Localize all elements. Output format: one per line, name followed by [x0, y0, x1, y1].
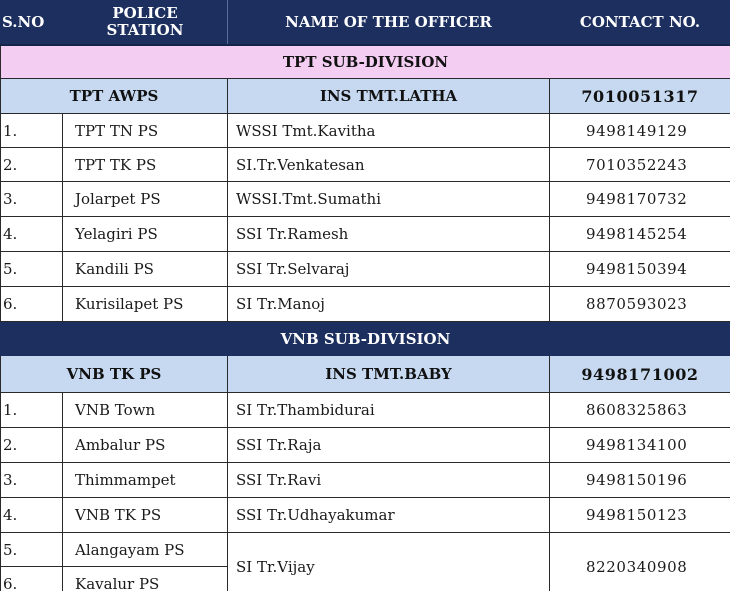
row-contact-number: 9498149129: [550, 114, 730, 148]
subdivision-title: VNB SUB-DIVISION: [1, 322, 730, 356]
header-contact-no: CONTACT NO.: [550, 1, 730, 45]
table-row: [1, 287, 730, 322]
row-police-station: Alangayam PS: [63, 533, 228, 567]
row-sno: 5.: [1, 252, 63, 287]
row-sno: 6.: [1, 287, 63, 322]
header-sno: S.NO: [1, 1, 63, 45]
table-row: [1, 182, 730, 217]
row-police-station: TPT TN PS: [63, 114, 228, 148]
row-contact-number: 7010352243: [550, 148, 730, 182]
row-contact-number: 8608325863: [550, 393, 730, 428]
table-row: [1, 428, 730, 463]
row-police-station: Jolarpet PS: [63, 182, 228, 217]
row-police-station: Yelagiri PS: [63, 217, 228, 252]
row-sno: 1.: [1, 114, 63, 148]
row-officer-name: WSSI.Tmt.Sumathi: [228, 182, 550, 217]
header-police-station-line2: STATION: [106, 21, 184, 40]
row-police-station: VNB Town: [63, 393, 228, 428]
row-officer-name: SI Tr.Manoj: [228, 287, 550, 322]
header-officer-name: NAME OF THE OFFICER: [228, 1, 550, 45]
subdivision-head-station: TPT AWPS: [1, 79, 228, 114]
row-sno: 1.: [1, 393, 63, 428]
row-sno: 2.: [1, 428, 63, 463]
table-row: [1, 498, 730, 533]
subdivision-head-row: [1, 356, 730, 393]
row-sno: 6.: [1, 567, 63, 591]
subdivision-head-officer: INS TMT.BABY: [228, 356, 550, 393]
row-contact-number: 9498150394: [550, 252, 730, 287]
row-sno: 3.: [1, 182, 63, 217]
row-police-station: VNB TK PS: [63, 498, 228, 533]
subdivision-banner: [1, 45, 730, 79]
row-police-station: Kavalur PS: [63, 567, 228, 591]
row-sno: 4.: [1, 498, 63, 533]
table-row: [1, 114, 730, 148]
row-officer-name: WSSI Tmt.Kavitha: [228, 114, 550, 148]
row-police-station: Kandili PS: [63, 252, 228, 287]
row-sno: 3.: [1, 463, 63, 498]
table-row: [1, 217, 730, 252]
subdivision-head-contact: 9498171002: [550, 356, 730, 393]
row-sno: 2.: [1, 148, 63, 182]
row-contact-number: 9498145254: [550, 217, 730, 252]
subdivision-head-row: [1, 79, 730, 114]
table-row: [1, 393, 730, 428]
header-police-station: [63, 1, 228, 45]
row-officer-name: SSI Tr.Selvaraj: [228, 252, 550, 287]
row-contact-number: 9498150196: [550, 463, 730, 498]
row-police-station: Ambalur PS: [63, 428, 228, 463]
row-sno: 5.: [1, 533, 63, 567]
table-header-row: [1, 1, 730, 45]
row-contact-number: 9498150123: [550, 498, 730, 533]
subdivision-head-officer: INS TMT.LATHA: [228, 79, 550, 114]
subdivision-head-station: VNB TK PS: [1, 356, 228, 393]
subdivision-title: TPT SUB-DIVISION: [1, 45, 730, 79]
row-contact-number: 9498170732: [550, 182, 730, 217]
row-contact-number: 8220340908: [550, 533, 730, 591]
row-officer-name: SI Tr.Vijay: [228, 533, 550, 591]
table-row: [1, 148, 730, 182]
row-officer-name: SSI Tr.Ravi: [228, 463, 550, 498]
row-officer-name: SSI Tr.Ramesh: [228, 217, 550, 252]
row-contact-number: 9498134100: [550, 428, 730, 463]
row-police-station: Kurisilapet PS: [63, 287, 228, 322]
row-police-station: Thimmampet: [63, 463, 228, 498]
row-contact-number: 8870593023: [550, 287, 730, 322]
table-row: [1, 533, 730, 567]
subdivision-banner: [1, 322, 730, 356]
row-officer-name: SI Tr.Thambidurai: [228, 393, 550, 428]
header-police-station-line1: POLICE: [112, 4, 178, 23]
row-sno: 4.: [1, 217, 63, 252]
subdivision-head-contact: 7010051317: [550, 79, 730, 114]
row-officer-name: SSI Tr.Raja: [228, 428, 550, 463]
table-row: [1, 463, 730, 498]
row-police-station: TPT TK PS: [63, 148, 228, 182]
table-row: [1, 252, 730, 287]
row-officer-name: SI.Tr.Venkatesan: [228, 148, 550, 182]
row-officer-name: SSI Tr.Udhayakumar: [228, 498, 550, 533]
